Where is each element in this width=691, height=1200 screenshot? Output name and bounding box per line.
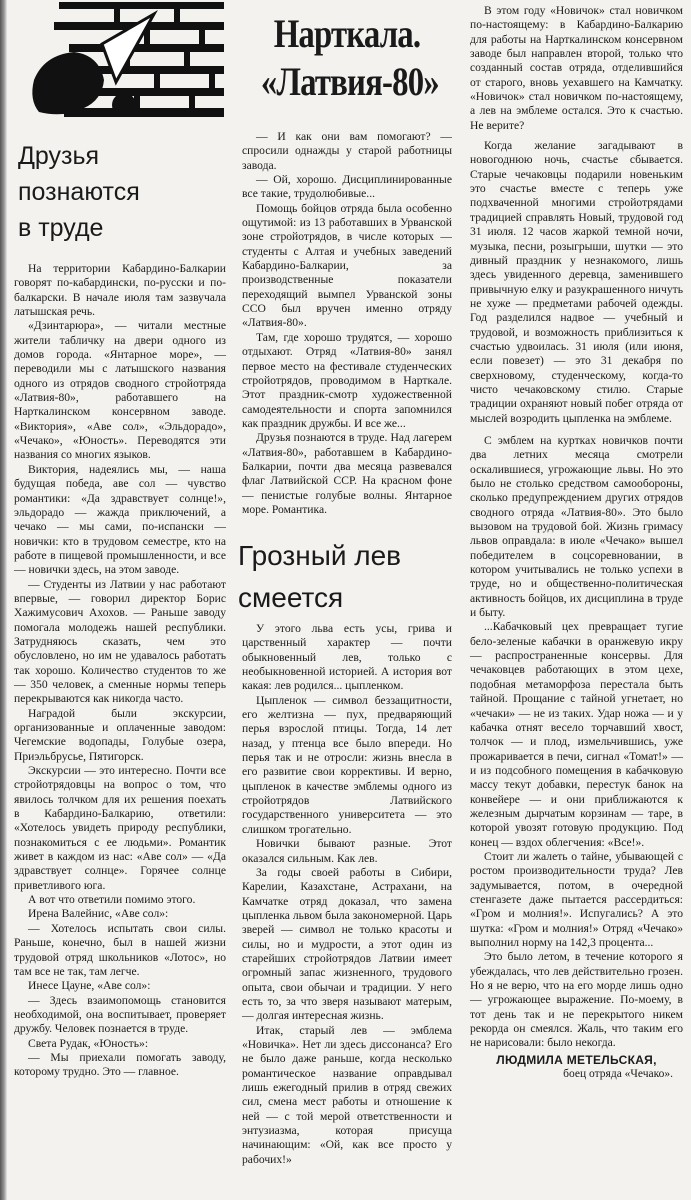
paragraph: Экскурсии — это интересно. Почти все стройотрядовцы на вопрос о том, что явилось толчком для их решения поехать в Кабардино-Балкарию, ответили: «Хотелось увидеть природу республики, познакомиться с ее людьми». Романтик живет в каждом из нас: «Аве сол» — «Да здравствует солнце». Горячее солнце приветливого юга. <box>14 764 226 892</box>
paragraph: Когда желание загадывают в новогоднюю ночь, счастье сбывается. Старые чечаковцы подарили новеньким это счастье вместе с теперь уже подхваченной многими стройотрядами традицией справлять Новый, трудовой год 31 июля. 12 часов жаркой темной ночи, музыка, песни, розыгрыши, шутки — это дивный праздник у незнакомого, лишь здесь увиденного деревца, заменившего привычную елку и разукрашенного ничуть не хуже — предметами рабочей одежды. Год разделился надвое — учебный и трудовой, и возможность приблизиться к счастью удвоилась. 31 июля (или июня, если повезет) — это 31 декабря по сверхновому, студенческому, когда-то чисто чечаковскому стилю. Старые традиции охраняют новый побег отряда от мыслей возродить цыпленка на эмблеме. <box>470 139 683 425</box>
paragraph: Ирена Валейнис, «Аве сол»: <box>28 907 169 921</box>
paragraph: Друзья познаются в труде. Над лагерем «Латвия-80», работавшем в Кабардино-Балкарии, почти два месяца развевался флаг Латвийской ССР. На красном фоне — пенистые голубые волны. Янтарное море. Романтика. <box>242 431 452 516</box>
paragraph: Наградой были экскурсии, организованные и оплаченные заводом: Чегемские водопады, Голубые озера, Приэльбрусье, Пятигорск. <box>14 706 226 763</box>
paragraph: Света Рудак, «Юность»: <box>28 1036 149 1050</box>
article1-title-line: познаются <box>18 178 140 206</box>
paragraph: — Хотелось испытать свои силы. Раньше, конечно, был в нашей жизни трудовой отряд школьников «Лотос», но там все не так, там легче. <box>14 921 226 978</box>
article2-title <box>260 10 439 106</box>
paragraph: — Студенты из Латвии у нас работают впервые, — говорил директор Борис Хажимусович Ахохов. — Раньше заводу помогала молодежь нашей республики. Затрудняюсь сказать, чем это обусловлено, но им не удавалось работать так хорошо. Количество студентов то же — 350 человек, а сменные нормы теперь перекрываются как никогда часто. <box>14 577 226 706</box>
article1-title <box>18 138 140 246</box>
paragraph: Виктория, надеялись мы, — наша будущая победа, аве сол — чувство романтики: «Да здравствует солнце!», эльдорадо — жажда приключений, а чечако — мы сами, по-испански — новички: кто в трудовом семестре, кто на работе в пищевой промышленности, и все — новички здесь, на этом заводе. <box>14 462 226 577</box>
author-role: боец отряда «Чечако». <box>563 1068 673 1081</box>
paragraph: Стоит ли жалеть о тайне, убывающей с ростом производительности труда? Лев задумывается, потом, в очередной стенгазете даже пытается рассердиться: «Гром и молния!». Испугались? А это шутка: «Гром и молния!» Отряд «Чечако» выполнил норму на 142,3 процента... <box>470 849 683 949</box>
article3-title <box>238 535 401 619</box>
paragraph: С эмблем на куртках новичков почти два летних месяца смотрели оскалившиеся, угрожающие львы. Но это было не столько средством самообороны, сколько предупреждением других отрядов сводного отряда «Латвия-80». Это было вызовом на трудовой бой. Жизнь гримасу львов оправдала: в июле «Чечако» вышел победителем в соцсоревновании, в котором учитывались не только успехи в труде, но и общественно-политическая активность бойцов, их дисциплина в труде и быту. <box>470 433 683 620</box>
paragraph: Итак, старый лев — эмблема «Новичка». Нет ли здесь диссонанса? Его не было даже раньше, когда несколько романтическое название оправдывал лишь ежегодный прилив в отряд свежих сил, смена мест работы и отношение к ней — с той мерой ответственности и энтузиазма, которая присуща начинающим: «Ой, как все просто у рабочих!» <box>242 1023 452 1166</box>
article1-title-line: в труде <box>18 214 104 242</box>
article3-title-line: смеется <box>238 582 344 613</box>
paragraph: Там, где хорошо трудятся, — хорошо отдыхают. Отряд «Латвия-80» занял первое место на фестивале студенческих стройотрядов, проводимом в Нарткале. Этот праздник-смотр художественной самодеятельности и спорта запомнился как праздник дружбы. И все же... <box>242 330 452 430</box>
paragraph: — Мы приехали помогать заводу, которому трудно. Это — главное. <box>14 1050 226 1079</box>
lion-brick-wall-icon <box>14 0 226 130</box>
article2-title-line: Нарткала. <box>273 11 421 56</box>
paragraph: У этого льва есть усы, грива и царственный характер — почти обыкновенный лев, только с необыкновенной историей. А история вот какая: лев родился... цыпленком. <box>242 622 452 693</box>
author-name: ЛЮДМИЛА МЕТЕЛЬСКАЯ, <box>496 1052 657 1067</box>
paragraph: — Здесь взаимопомощь становится необходимой, она воспитывает, проверяет дружбу. Человек познается в труде. <box>14 993 226 1036</box>
paragraph: За годы своей работы в Сибири, Карелии, Казахстане, Астрахани, на Камчатке отряд доказал, что замена цыпленка львом была закономерной. Царь зверей — символ не только красоты и силы, но и мудрости, а этот один из старейших стройотрядов Латвии имеет огромный запас жизненного, трудового опыта, свои обычаи и традиции. У него есть то, за что зверя называют матерым, — долгая интересная жизнь. <box>242 865 452 1023</box>
article2-title-line: «Латвия-80» <box>260 59 439 104</box>
article1-title-line: Друзья <box>18 142 100 170</box>
article3-body-part1 <box>242 622 452 1167</box>
paragraph: — И как они вам помогают? — спросили однажды у старой работницы завода. <box>242 130 452 172</box>
paragraph: В этом году «Новичок» стал новичком по-настоящему: в Кабардино-Балкарию для работы на Нарткалинском консервном заводе был направлен второй, только что созданный состав отряда, отделившийся от старого, вновь уехавшего на Камчатку. «Новичок» стал новичком по-настоящему, а лев на эмблеме остался. Это к счастью. Не верите? <box>470 4 683 132</box>
paragraph: «Дзинтарюра», — читали местные жители табличку на двери одного из домов города. «Янтарное море», — переводили мы с латышского названия одного из отрядов сводного стройотряда «Латвия-80», работавшего на Нарткалинском консервном заводе. «Виктория», «Аве сол», «Эльдорадо», «Чечако», «Юность». Переводятся эти названия со многих языков. <box>14 319 226 462</box>
page-edge-shadow <box>0 0 7 1200</box>
article2-body <box>242 130 452 517</box>
article1-body <box>14 262 226 1080</box>
paragraph: Инесе Цауне, «Аве сол»: <box>28 979 151 993</box>
paragraph: — Ой, хорошо. Дисциплинированные все такие, трудолюбивые... <box>242 173 452 201</box>
paragraph: А вот что ответили помимо этого. <box>28 893 196 907</box>
article3-body-part2 <box>470 4 683 1081</box>
paragraph: Новички бывают разные. Этот оказался сильным. Как лев. <box>242 837 452 865</box>
paragraph: На территории Кабардино-Балкарии говорят по-кабардински, по-русски и по-балкарски. В начале июля там зазвучала латышская речь. <box>14 262 226 319</box>
article3-title-line: Грозный лев <box>238 540 402 571</box>
paragraph: Помощь бойцов отряда была особенно ощутимой: из 13 работавших в Урванской зоне стройотрядов, в числе которых — студенты с Алтая и учебных заведений Кабардино-Балкарии, за производственные показатели переходящий вымпел Урванской зоны ССО был вручен именно отряду «Латвия-80». <box>242 201 452 330</box>
paragraph: Это было летом, в течение которого я убеждалась, что лев действительно грозен. Но я не верю, что на его морде лишь одно — угрожающее выражение. По-моему, в тот день так и не перекрытого никем рекорда он смеялся. Жаль, что таким его не нарисовали: было некогда. <box>470 950 683 1050</box>
paragraph: Цыпленок — символ беззащитности, его желтизна — пух, предваряющий перья взрослой птицы. Тогда, 14 лет назад, у птенца все было впереди. Но перья так и не отросли: жизнь внесла в его развитие свои коррективы. И верно, цыпленок в качестве эмблемы одного из стройотрядов Латвийского государственного университета — это слишком трогательно. <box>242 693 452 836</box>
paragraph: ...Кабачковый цех превращает тугие бело-зеленые кабачки в оранжевую икру — распространенные консервы. Для чечаковцев работающих в этом цехе, подобная метаморфоза перестала быть тайной. Прощание с тайной угнетает, но «чечаки» — не из таких. Удар ножа — и у кабачка отнят весело торчавший хвост, толчок — и плод, измельчившись, уже прожаривается в печи, сигнал «Томат!» — и из подсобного помещения в кабачковую массу текут добавки, перестук банок на конвейере — и они приближаются к железным дырчатым корзинам — таре, в которой увозят готовую продукцию. Под конец — вздох облегчения: «Все!». <box>470 620 683 849</box>
